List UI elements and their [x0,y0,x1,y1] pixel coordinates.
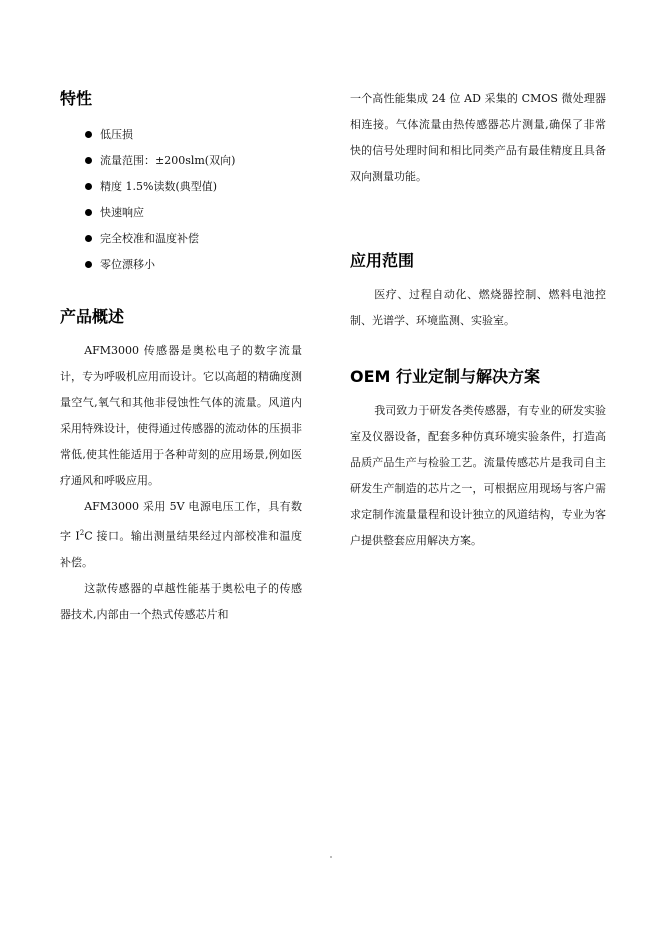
applications-heading: 应用范围 [350,251,415,270]
overview-p2-superscript: 2 [79,529,85,537]
list-item [60,252,302,278]
feature-text: 完全校准和温度补偿 [100,232,199,245]
overview-paragraph-1: AFM3000 传感器是奥松电子的数字流量计，专为呼吸机应用而设计。它以高超的精确度测量空气,氧气和其他非侵蚀性气体的流量。风道内采用特殊设计，使得通过传感器的流动体的压损非常低,使其性能适用于各种苛刻的应用场景,例如医疗通风和呼吸应用。 [60,344,302,487]
page-mark [330,856,332,858]
bullet-icon [85,183,92,190]
list-item [60,122,302,148]
overview-p2-text-b: C 接口。输出测量结果经过内部校准和温度补偿。 [60,529,302,569]
features-heading: 特性 [60,89,93,108]
overview-heading: 产品概述 [60,307,125,326]
bullet-icon [85,209,92,216]
overview-p2-text-a: AFM3000 采用 5V 电源电压工作，具有数字 I [60,500,302,543]
features-list [60,122,302,278]
feature-text: 低压损 [100,128,133,141]
overview-paragraph-2 [60,494,302,576]
overview-paragraph-3: 这款传感器的卓越性能基于奥松电子的传感器技术,内部由一个热式传感芯片和 [60,581,302,621]
list-item [60,174,302,200]
overview-paragraph-3-continued: 一个高性能集成 24 位 AD 采集的 CMOS 微处理器相连接。气体流量由热传感器芯片测量,确保了非常快的信号处理时间和相比同类产品有最佳精度且具备双向测量功能。 [350,92,606,183]
feature-text: 精度 1.5%读数(典型值) [100,180,218,193]
list-item [60,148,302,174]
list-item [60,226,302,252]
applications-paragraph: 医疗、过程自动化、燃烧器控制、燃料电池控制、光谱学、环境监测、实验室。 [350,288,606,327]
left-column [60,88,302,628]
feature-text: 流量范围：±200slm(双向) [100,154,236,167]
bullet-icon [85,157,92,164]
oem-heading: OEM 行业定制与解决方案 [350,367,541,386]
bullet-icon [85,131,92,138]
list-item [60,200,302,226]
bullet-icon [85,235,92,242]
right-column [350,86,606,554]
oem-paragraph: 我司致力于研发各类传感器，有专业的研发实验室及仪器设备，配套多种仿真环境实验条件，打造高品质产品生产与检验工艺。流量传感芯片是我司自主研发生产制造的芯片之一，可根据应用现场与客户需求定制作流量量程和设计独立的风道结构，专业为客户提供整套应用解决方案。 [350,404,606,547]
feature-text: 快速响应 [100,206,144,219]
bullet-icon [85,261,92,268]
feature-text: 零位漂移小 [100,258,155,271]
